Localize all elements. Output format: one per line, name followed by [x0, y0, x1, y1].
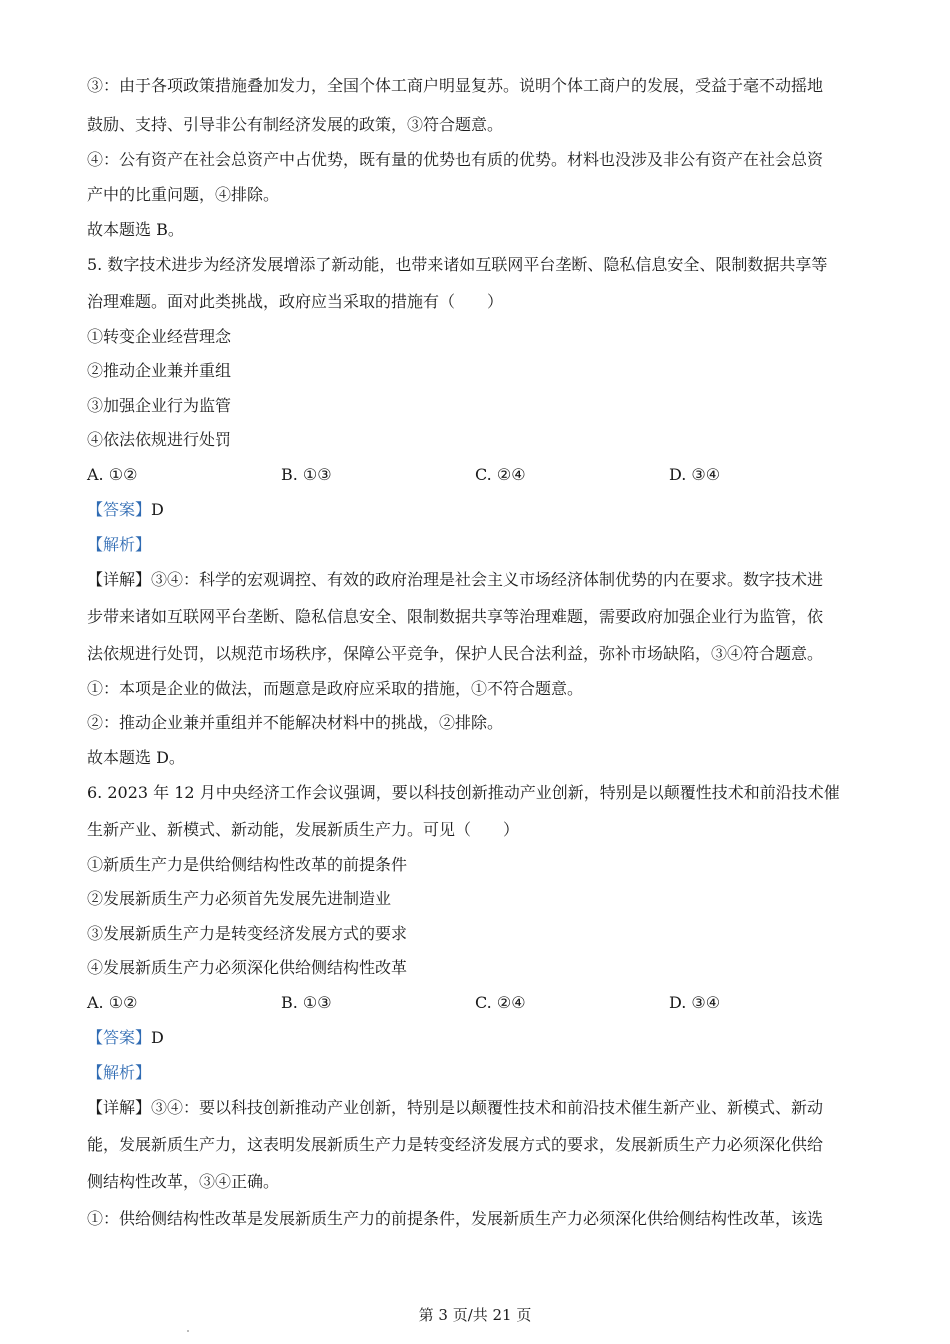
- analysis-tag: 【解析】: [87, 1063, 152, 1082]
- q5-option-a: A. ①②: [87, 465, 138, 484]
- q5-detail-line: 法依规进行处罚，以规范市场秩序，保障公平竞争，保护人民合法利益，弥补市场缺陷，③④符合题意。: [87, 644, 824, 663]
- q6-analysis: [87, 1061, 858, 1085]
- q5-option-d: D. ③④: [669, 465, 721, 484]
- answer-tag: 【答案】: [87, 1028, 152, 1047]
- q6-item: ②发展新质生产力必须首先发展先进制造业: [87, 889, 392, 908]
- q5-conclusion: 故本题选 D。: [87, 748, 185, 767]
- q6-detail-line: ①：供给侧结构性改革是发展新质生产力的前提条件，发展新质生产力必须深化供给侧结构性改革，该选: [87, 1209, 824, 1228]
- q6-answer: [87, 1026, 858, 1050]
- q6-option-a: A. ①②: [87, 993, 138, 1012]
- q6-option-d: D. ③④: [669, 993, 721, 1012]
- q6-stem-line: 6. 2023 年 12 月中央经济工作会议强调，要以科技创新推动产业创新，特别是以颠覆性技术和前沿技术催: [87, 783, 840, 802]
- q5-option-c: C. ②④: [475, 465, 526, 484]
- q5-detail-line: ①：本项是企业的做法，而题意是政府应采取的措施，①不符合题意。: [87, 679, 584, 698]
- detail-text: ③④：科学的宏观调控、有效的政府治理是社会主义市场经济体制优势的内在要求。数字技术进: [151, 570, 824, 589]
- answer-tag: 【答案】: [87, 500, 152, 519]
- q5-analysis: [87, 533, 858, 557]
- decorative-dot: [187, 1330, 189, 1332]
- q6-item: ①新质生产力是供给侧结构性改革的前提条件: [87, 855, 408, 874]
- q5-option-b: B. ①③: [281, 465, 332, 484]
- analysis-tag: 【解析】: [87, 535, 152, 554]
- q4-explanation-line: ③：由于各项政策措施叠加发力，全国个体工商户明显复苏。说明个体工商户的发展，受益于毫不动摇地: [87, 76, 824, 95]
- q6-item: ④发展新质生产力必须深化供给侧结构性改革: [87, 958, 408, 977]
- answer-value: D: [151, 1028, 164, 1047]
- q6-detail-line: 侧结构性改革，③④正确。: [87, 1172, 280, 1191]
- q5-stem-line: 治理难题。面对此类挑战，政府应当采取的措施有（ ）: [87, 292, 504, 311]
- q6-option-b: B. ①③: [281, 993, 332, 1012]
- q5-item: ④依法依规进行处罚: [87, 430, 232, 449]
- answer-value: D: [151, 500, 164, 519]
- q5-stem-line: 5. 数字技术进步为经济发展增添了新动能，也带来诸如互联网平台垄断、隐私信息安全、限制数据共享等: [87, 255, 828, 274]
- q4-explanation-line: 产中的比重问题，④排除。: [87, 185, 280, 204]
- detail-tag: 【详解】: [87, 570, 152, 589]
- q6-detail-line: [87, 1096, 858, 1120]
- q5-item: ①转变企业经营理念: [87, 327, 232, 346]
- q5-detail-line: ②：推动企业兼并重组并不能解决材料中的挑战，②排除。: [87, 713, 504, 732]
- q5-answer: [87, 498, 858, 522]
- q5-item: ②推动企业兼并重组: [87, 361, 232, 380]
- q6-detail-line: 能，发展新质生产力，这表明发展新质生产力是转变经济发展方式的要求，发展新质生产力必须深化供给: [87, 1135, 824, 1154]
- q5-detail-line: [87, 568, 858, 592]
- detail-text: ③④：要以科技创新推动产业创新，特别是以颠覆性技术和前沿技术催生新产业、新模式、新动: [151, 1098, 824, 1117]
- q6-item: ③发展新质生产力是转变经济发展方式的要求: [87, 924, 408, 943]
- q6-option-c: C. ②④: [475, 993, 526, 1012]
- q4-conclusion: 故本题选 B。: [87, 220, 184, 239]
- page-number-footer: 第 3 页/共 21 页: [418, 1306, 532, 1324]
- q4-explanation-line: ④：公有资产在社会总资产中占优势，既有量的优势也有质的优势。材料也没涉及非公有资产在社会总资: [87, 150, 824, 169]
- q4-explanation-line: 鼓励、支持、引导非公有制经济发展的政策，③符合题意。: [87, 115, 504, 134]
- q5-item: ③加强企业行为监管: [87, 396, 232, 415]
- detail-tag: 【详解】: [87, 1098, 152, 1117]
- q6-stem-line: 生新产业、新模式、新动能，发展新质生产力。可见（ ）: [87, 820, 520, 839]
- q5-detail-line: 步带来诸如互联网平台垄断、隐私信息安全、限制数据共享等治理难题，需要政府加强企业行为监管，依: [87, 607, 824, 626]
